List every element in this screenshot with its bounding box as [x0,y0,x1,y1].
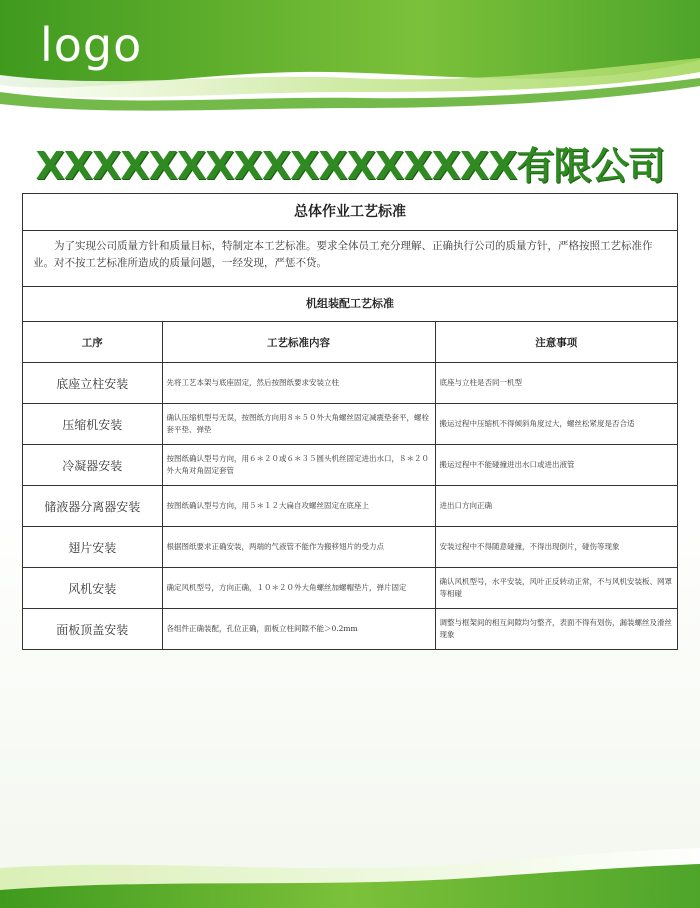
standard-cell: 按图纸确认型号方向，用５＊１２大扁自攻螺丝固定在底座上 [162,486,435,527]
column-header: 工艺标准内容 [162,322,435,363]
logo-text: logo [40,18,143,72]
process-cell: 冷凝器安装 [23,445,162,486]
standards-document [22,193,678,650]
intro-paragraph: 为了实现公司质量方针和质量目标，特制定本工艺标准。要求全体员工充分理解、正确执行公司的质量方针，严格按照工艺标准作业。对不按工艺标准所造成的质量问题，一经发现，严惩不贷。 [23,231,677,287]
standard-cell: 根据图纸要求正确安装，两端的气液管不能作为搬移翅片的受力点 [162,527,435,568]
table-row [23,445,677,486]
table-row [23,568,677,609]
standard-cell: 确认压缩机型号无误，按图纸方向用８＊５０外大角螺丝固定减震垫套平，螺栓套平垫、弹垫 [162,404,435,445]
notes-cell: 搬运过程中压缩机不得倾斜角度过大，螺丝松紧度是否合适 [435,404,677,445]
process-cell: 面板顶盖安装 [23,609,162,650]
notes-cell: 安装过程中不得随意碰撞，不得出现倒片，碰伤等现象 [435,527,677,568]
process-cell: 储液器分离器安装 [23,486,162,527]
standard-cell: 按图纸确认型号方向，用６＊２０或６＊３５圆头机丝固定进出水口，８＊２０外大角对角固定套管 [162,445,435,486]
table-row [23,363,677,404]
document-title: 总体作业工艺标准 [23,194,677,231]
table-row [23,609,677,650]
standard-cell: 确定风机型号，方向正确，１０＊２０外大角螺丝加螺帽垫片，弹片固定 [162,568,435,609]
table-row [23,527,677,568]
notes-cell: 进出口方向正确 [435,486,677,527]
standard-cell: 先将工艺本架与底座固定，然后按图纸要求安装立柱 [162,363,435,404]
section-title: 机组装配工艺标准 [23,287,677,322]
column-header: 注意事项 [435,322,677,363]
company-name: XXXXXXXXXXXXXXXXX有限公司 [35,144,665,188]
process-cell: 压缩机安装 [23,404,162,445]
column-header: 工序 [23,322,162,363]
process-cell: 翅片安装 [23,527,162,568]
process-cell: 底座立柱安装 [23,363,162,404]
table-row [23,404,677,445]
process-cell: 风机安装 [23,568,162,609]
footer-banner [0,828,700,908]
notes-cell: 调整与框架间的相互间隙均匀整齐，表面不得有划伤，漏装螺丝及滑丝现象 [439,618,672,639]
table-header-row [23,322,677,363]
table-row [23,486,677,527]
notes-cell: 底座与立柱是否同一机型 [435,363,677,404]
notes-cell: 搬运过程中不能碰撞进出水口或进出液管 [435,445,677,486]
standard-cell: 各组件正确装配，孔位正确，面板立柱间隙不能＞0.2mm [162,609,435,650]
notes-cell: 确认风机型号，水平安装，风叶正反转动正常，不与风机安装板、网罩等相碰 [435,568,677,609]
process-table [23,322,677,649]
